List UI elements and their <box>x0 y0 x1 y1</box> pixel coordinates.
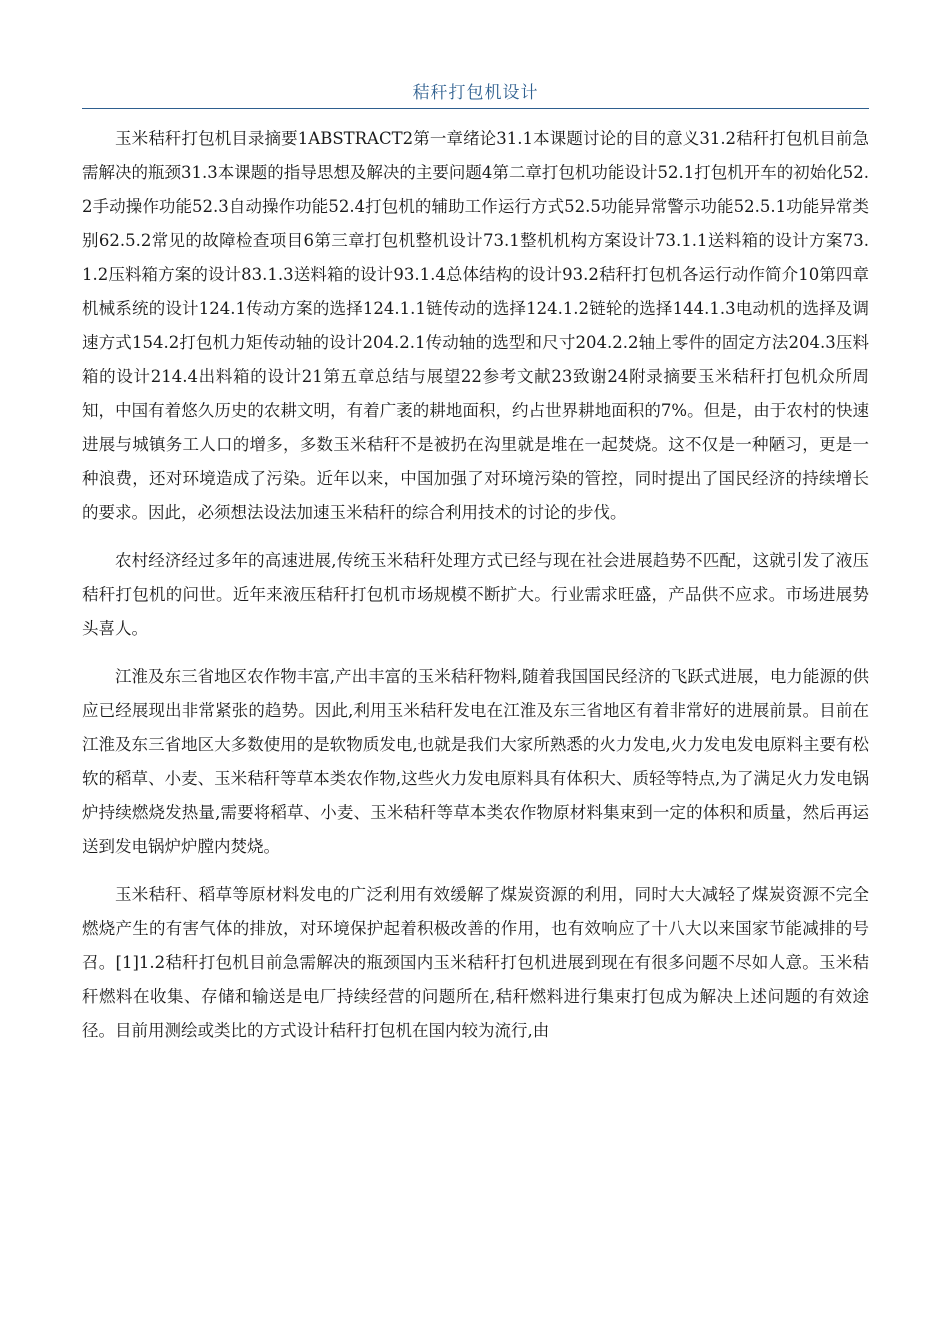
document-body <box>82 122 869 1062</box>
header-title: 秸秆打包机设计 <box>412 83 539 103</box>
paragraph-rural-economy: 农村经济经过多年的高速进展,传统玉米秸秆处理方式已经与现在社会进展趋势不匹配，这就引发了液压秸秆打包机的问世。近年来液压秸秆打包机市场规模不断扩大。行业需求旺盛，产品供不应求。市场进展势头喜人。 <box>82 551 869 638</box>
paragraph-toc-abstract: 玉米秸秆打包机目录摘要1ABSTRACT2第一章绪论31.1本课题讨论的目的意义31.2秸秆打包机目前急需解决的瓶颈31.3本课题的指导思想及解决的主要问题4第二章打包机功能设计52.1打包机开车的初始化52.2手动操作功能52.3自动操作功能52.4打包机的辅助工作运行方式52.5功能异常警示功能52.5.1功能异常类别62.5.2常见的故障检查项目6第三章打包机整机设计73.1整机机构方案设计73.1.1送料箱的设计方案73.1.2压料箱方案的设计83.1.3送料箱的设计93.1.4总体结构的设计93.2秸秆打包机各运行动作简介10第四章机械系统的设计124.1传动方案的选择124.1.1链传动的选择124.1.2链轮的选择144.1.3电动机的选择及调速方式154.2打包机力矩传动轴的设计204.2.1传动轴的选型和尺寸204.2.2轴上零件的固定方法204.3压料箱的设计214.4出料箱的设计21第五章总结与展望22参考文献23致谢24附录摘要玉米秸秆打包机众所周知，中国有着悠久历史的农耕文明，有着广袤的耕地面积，约占世界耕地面积的7%。但是，由于农村的快速进展与城镇务工人口的增多，多数玉米秸秆不是被扔在沟里就是堆在一起焚烧。这不仅是一种陋习，更是一种浪费，还对环境造成了污染。近年以来，中国加强了对环境污染的管控，同时提出了国民经济的持续增长的要求。因此，必须想法设法加速玉米秸秆的综合利用技术的讨论的步伐。 <box>82 129 869 522</box>
paragraph-power-generation: 江淮及东三省地区农作物丰富,产出丰富的玉米秸秆物料,随着我国国民经济的飞跃式进展，电力能源的供应已经展现出非常紧张的趋势。因此,利用玉米秸秆发电在江淮及东三省地区有着非常好的进展前景。目前在江淮及东三省地区大多数使用的是软物质发电,也就是我们大家所熟悉的火力发电,火力发电发电原料主要有松软的稻草、小麦、玉米秸秆等草本类农作物,这些火力发电原料具有体积大、质轻等特点,为了满足火力发电锅炉持续燃烧发热量,需要将稻草、小麦、玉米秸秆等草本类农作物原材料集束到一定的体积和质量，然后再运送到发电锅炉炉膛内焚烧。 <box>82 667 869 856</box>
paragraph-energy-saving: 玉米秸秆、稻草等原材料发电的广泛利用有效缓解了煤炭资源的利用，同时大大减轻了煤炭资源不完全燃烧产生的有害气体的排放，对环境保护起着积极改善的作用，也有效响应了十八大以来国家节能减排的号召。[1]1.2秸秆打包机目前急需解决的瓶颈国内玉米秸秆打包机进展到现在有很多问题不尽如人意。玉米秸秆燃料在收集、存储和输送是电厂持续经营的问题所在,秸秆燃料进行集束打包成为解决上述问题的有效途径。目前用测绘或类比的方式设计秸秆打包机在国内较为流行,由 <box>82 885 869 1040</box>
page-header <box>82 80 869 109</box>
